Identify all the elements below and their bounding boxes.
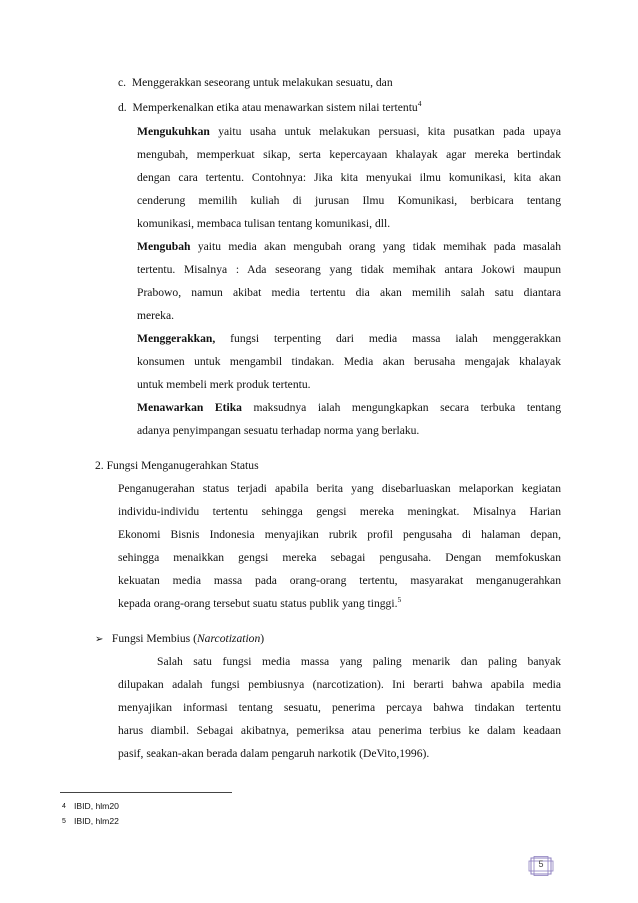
text-line: pasif, seakan-akan berada dalam pengaruh narkotik (DeVito,1996). [118, 747, 430, 760]
footnote-5 [62, 816, 119, 827]
heading-text: Fungsi Membius ( [111, 632, 197, 645]
text-line: mengubah, memperkuat sikap, serta kepercayaan khalayak agar mereka bertindak [137, 148, 561, 161]
text-line: dengan cara tertentu. Contohnya: Jika kita menyukai ilmu komunikasi, kita akan [137, 171, 561, 184]
footnote-mark: 4 [62, 803, 66, 810]
term-menawarkan-etika: Menawarkan Etika [137, 401, 242, 414]
list-text: Memperkenalkan etika atau menawarkan sistem nilai tertentu [132, 101, 418, 114]
paragraph-mengukuhkan-line [137, 125, 561, 139]
text-line: adanya penyimpangan sesuatu terhadap norma yang berlaku. [137, 424, 420, 437]
text-line: kepada orang-orang tersebut suatu status publik yang tinggi. [118, 597, 398, 610]
text-line: dilupakan adalah fungsi pembiusnya (narcotization). Ini berarti bahwa apabila media [118, 678, 561, 691]
text-line: yaitu usaha untuk melakukan persuasi, kita pusatkan pada upaya [218, 125, 561, 138]
section-heading-status: 2. Fungsi Menganugerahkan Status [95, 459, 259, 472]
heading-text: ) [260, 632, 265, 645]
footnote-mark: 5 [62, 818, 66, 825]
paragraph-menggerakkan-line [137, 332, 561, 346]
text-line: konsumen untuk mengambil tindakan. Media akan berusaha mengajak khalayak [137, 355, 561, 368]
text-line-last [118, 597, 401, 611]
paragraph-mengubah-line [137, 240, 561, 254]
list-marker: d. [118, 101, 127, 114]
footnote-divider [60, 792, 232, 793]
term-mengubah: Mengubah [137, 240, 191, 253]
text-line: untuk membeli merk produk tertentu. [137, 378, 311, 391]
text-line: Ekonomi Bisnis Indonesia menyajikan rubrik profil pengusaha di halaman depan, [118, 528, 561, 541]
footnote-text: IBID, hlm22 [74, 816, 119, 826]
text-line: cenderung memilih kuliah di jurusan Ilmu Komunikasi, berbicara tentang [137, 194, 561, 207]
text-line: Salah satu fungsi media massa yang paling menarik dan paling banyak [157, 655, 561, 668]
text-line: maksudnya ialah mengungkapkan secara terbuka tentang [253, 401, 561, 414]
page-number-badge [528, 856, 554, 876]
text-line: Penganugerahan status terjadi apabila berita yang disebarluaskan melaporkan kegiatan [118, 482, 561, 495]
list-item-d [118, 101, 421, 115]
footnote-ref: 5 [397, 595, 402, 605]
text-line: fungsi terpenting dari media massa ialah menggerakkan [230, 332, 561, 345]
text-line: mereka. [137, 309, 175, 322]
page-number: 5 [538, 859, 544, 869]
paragraph-menawarkan-line [137, 401, 561, 415]
term-menggerakkan: Menggerakkan, [137, 332, 216, 345]
text-line: tertentu. Misalnya : Ada seseorang yang tidak memihak antara Jokowi maupun [137, 263, 561, 276]
footnote-text: IBID, hlm20 [74, 801, 119, 811]
text-line: individu-individu tertentu sehingga gengsi mereka meningkat. Misalnya Harian [118, 505, 561, 518]
section-heading-membius [95, 632, 264, 647]
text-line: menyajikan informasi tentang sesuatu, penerima percaya bahwa tindakan tertentu [118, 701, 561, 714]
text-line: kekuatan media massa pada orang-orang tertentu, masyarakat menganugerahkan [118, 574, 561, 587]
arrow-bullet-icon: ➢ [95, 634, 104, 645]
heading-italic: Narcotization [196, 632, 261, 645]
text-line: harus diambil. Sebagai akibatnya, pemeriksa atau penerima terbius ke dalam keadaan [118, 724, 561, 737]
text-line: komunikasi, membaca tulisan tentang komunikasi, dll. [137, 217, 391, 230]
text-line: Prabowo, namun akibat media tertentu dia akan memilih salah satu diantara [137, 286, 561, 299]
term-mengukuhkan: Mengukuhkan [137, 125, 210, 138]
footnote-ref: 4 [417, 99, 422, 109]
list-marker: c. [118, 76, 127, 89]
footnote-4 [62, 801, 119, 812]
list-item-c [118, 76, 393, 90]
list-text: Menggerakkan seseorang untuk melakukan sesuatu, dan [131, 76, 393, 89]
text-line: yaitu media akan mengubah orang yang tidak memihak pada masalah [197, 240, 561, 253]
text-line: sehingga menaikkan gengsi mereka sebagai pengusaha. Dengan memfokuskan [118, 551, 561, 564]
